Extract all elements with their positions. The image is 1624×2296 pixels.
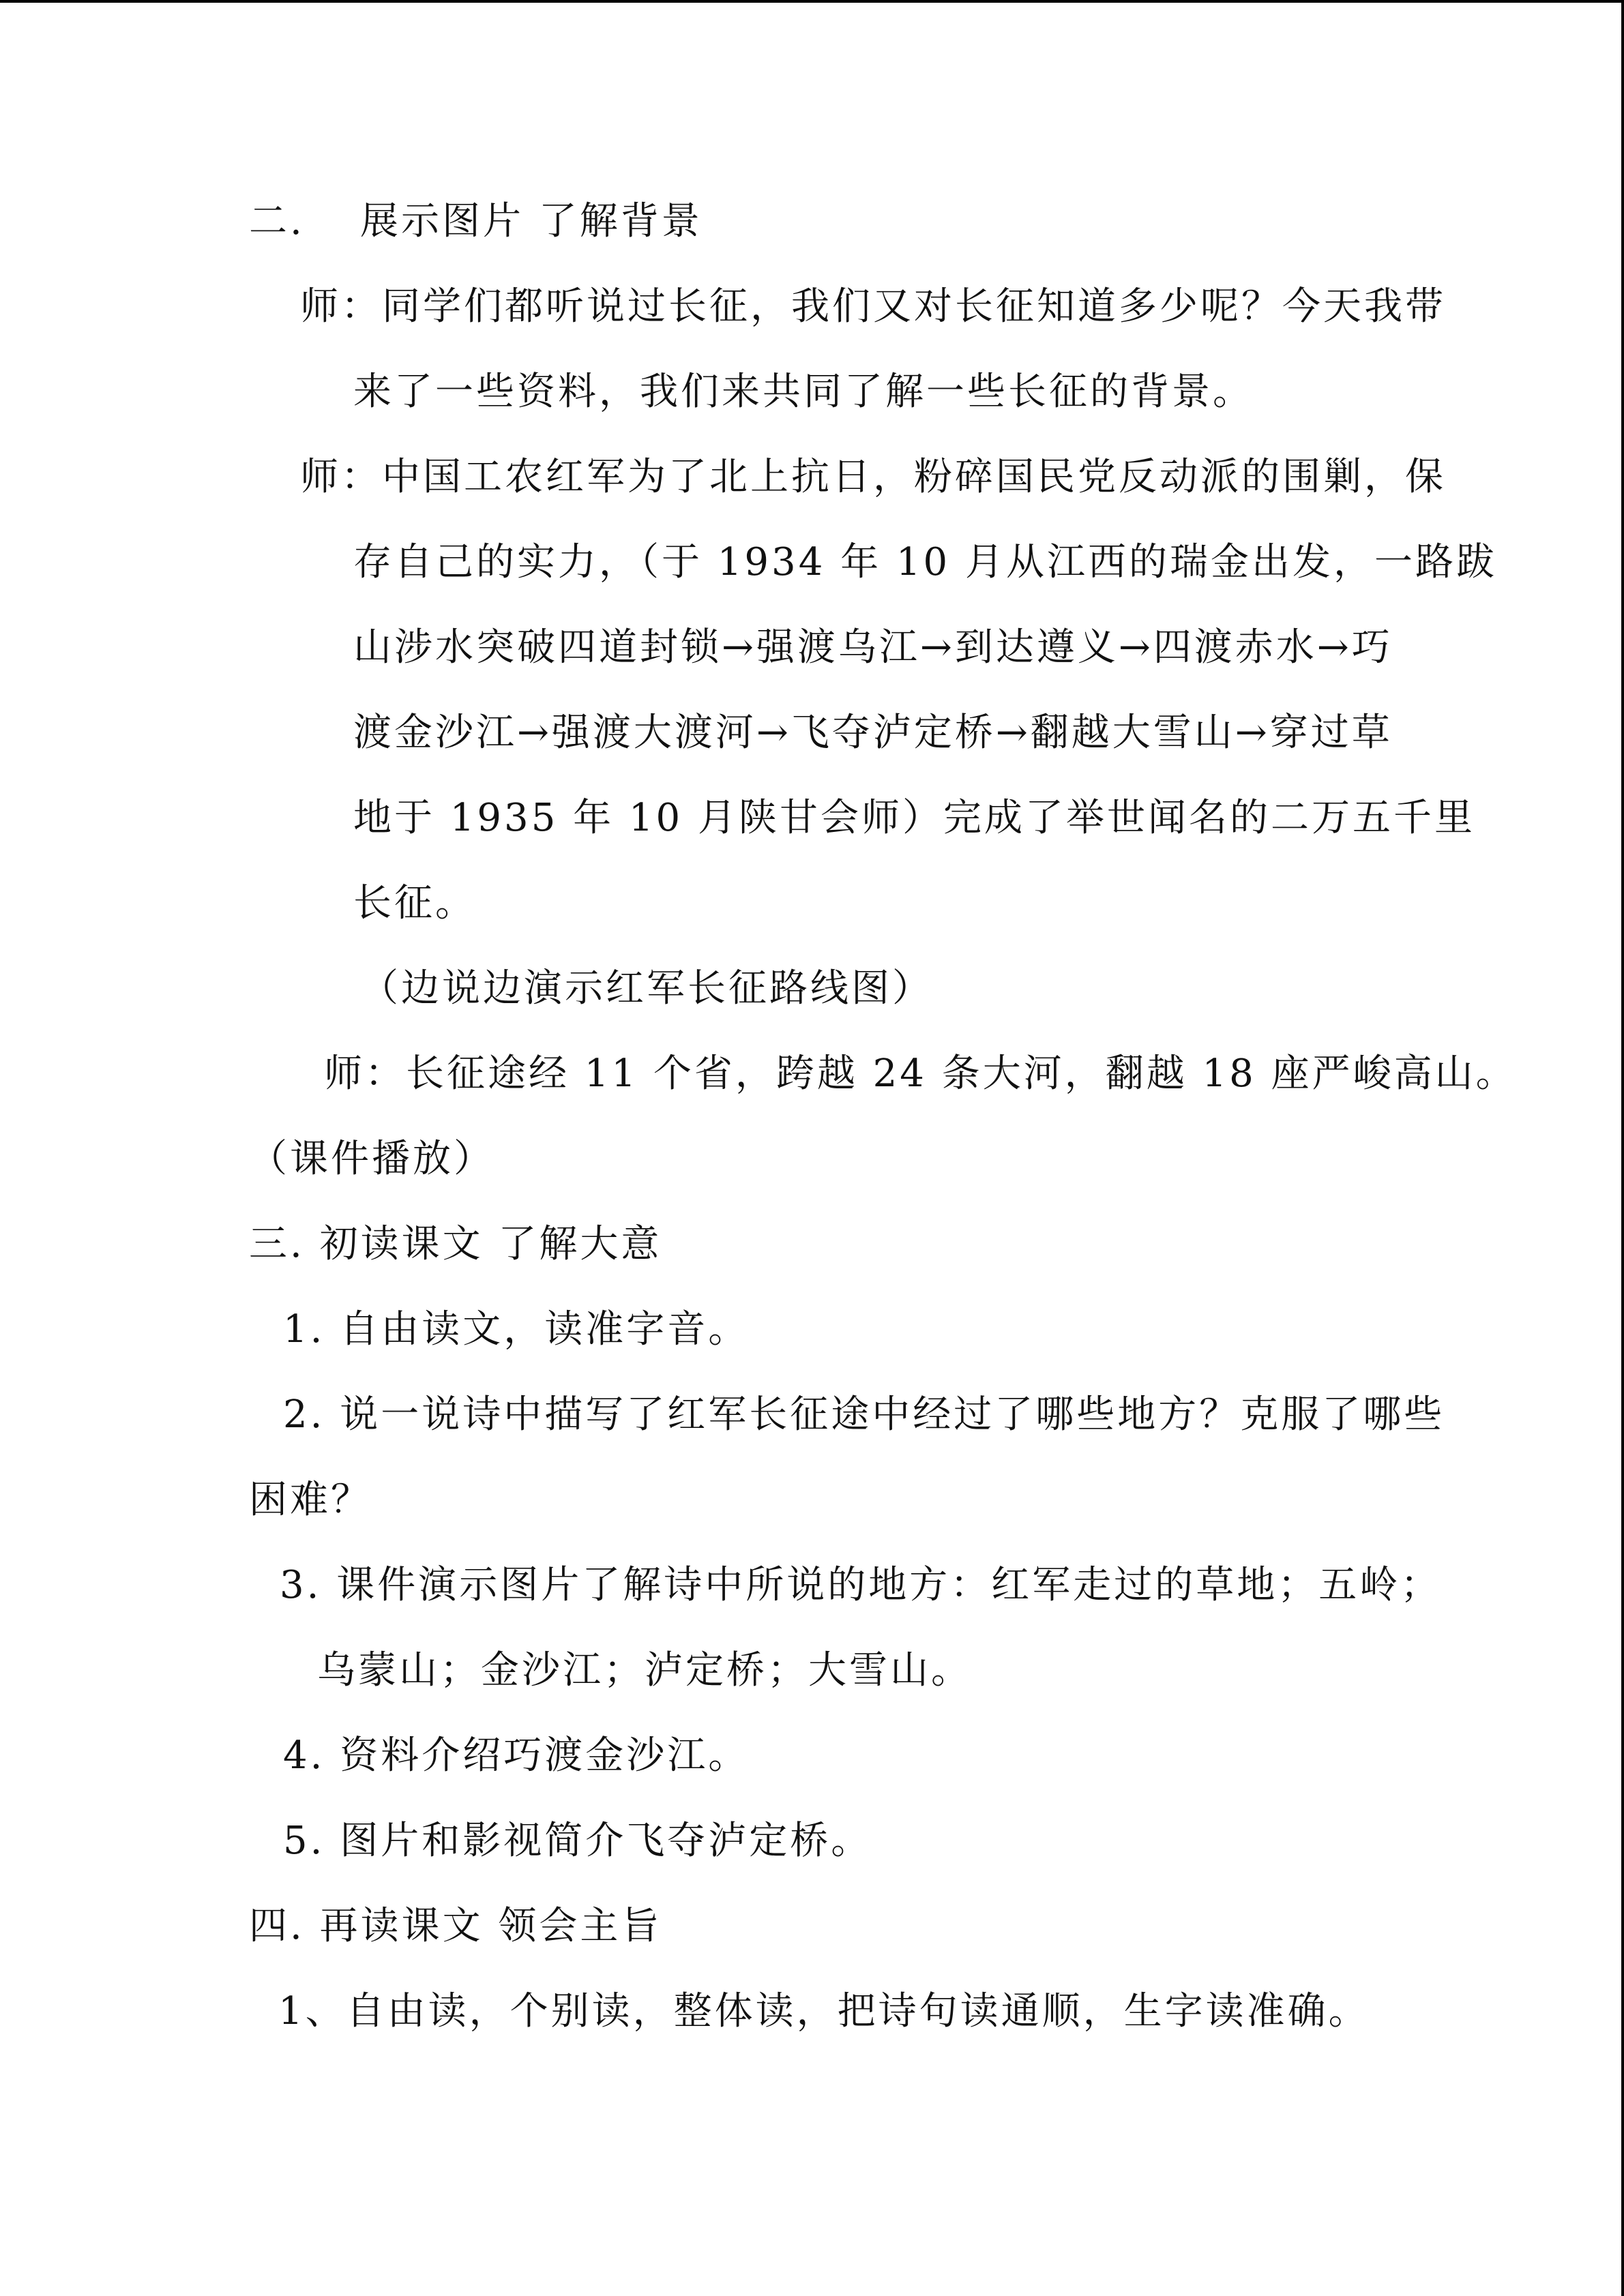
section-3-item-2: 2. 说一说诗中描写了红军长征途中经过了哪些地方？克服了哪些 xyxy=(283,1392,1445,1437)
teacher-line-2-cont-1: 存自己的实力，（于 1934 年 10 月从江西的瑞金出发，一路跋 xyxy=(353,540,1497,584)
stage-direction-map: （边说边演示红军长征路线图） xyxy=(360,966,933,1011)
teacher-line-1-cont: 来了一些资料，我们来共同了解一些长征的背景。 xyxy=(353,370,1254,414)
teacher-line-2-cont-3: 渡金沙江→强渡大渡河→飞夺泸定桥→翻越大雪山→穿过草 xyxy=(353,711,1393,755)
page-top-border xyxy=(0,0,1624,3)
section-3-item-2-cont: 困难？ xyxy=(249,1478,372,1522)
teacher-line-1: 师：同学们都听说过长征，我们又对长征知道多少呢？今天我带 xyxy=(300,284,1446,329)
section-3-item-3: 3. 课件演示图片了解诗中所说的地方：红军走过的草地；五岭； xyxy=(280,1563,1442,1607)
section-2-heading: 展示图片 了解背景 xyxy=(360,199,703,243)
page-right-border xyxy=(1621,0,1624,2296)
section-2-number: 二. xyxy=(249,199,305,243)
section-3-item-3-cont: 乌蒙山；金沙江；泸定桥；大雪山。 xyxy=(317,1648,972,1693)
teacher-line-2: 师：中国工农红军为了北上抗日，粉碎国民党反动派的围剿，保 xyxy=(300,455,1446,499)
section-3-item-4: 4. 资料介绍巧渡金沙江。 xyxy=(283,1733,750,1778)
teacher-line-3: 师：长征途经 11 个省，跨越 24 条大河，翻越 18 座严峻高山。 xyxy=(324,1052,1517,1096)
stage-direction-courseware: （课件播放） xyxy=(249,1137,494,1181)
section-3-heading: 三. 初读课文 了解大意 xyxy=(249,1222,662,1266)
section-4-heading: 四. 再读课文 领会主旨 xyxy=(249,1904,662,1948)
section-3-item-1: 1. 自由读文，读准字音。 xyxy=(283,1307,750,1352)
teacher-line-2-cont-5: 长征。 xyxy=(353,881,476,925)
teacher-line-2-cont-4: 地于 1935 年 10 月陕甘会师）完成了举世闻名的二万五千里 xyxy=(353,796,1475,840)
section-4-item-1: 1、自由读，个别读，整体读，把诗句读通顺，生字读准确。 xyxy=(278,1989,1370,2033)
section-3-item-5: 5. 图片和影视简介飞夺泸定桥。 xyxy=(283,1819,872,1863)
teacher-line-2-cont-2: 山涉水突破四道封锁→强渡乌江→到达遵义→四渡赤水→巧 xyxy=(353,625,1393,670)
